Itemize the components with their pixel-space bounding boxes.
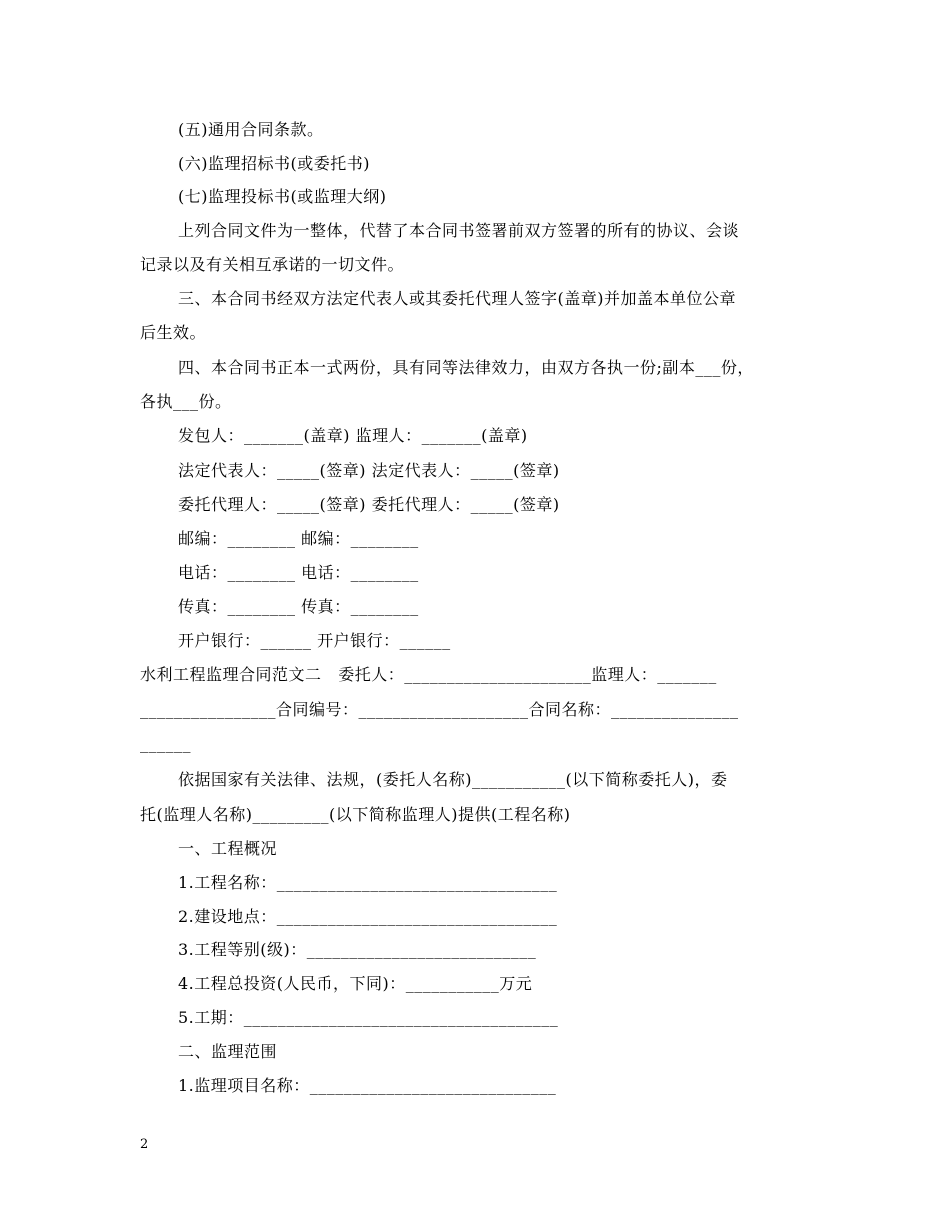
text-line: 1.监理项目名称：_____________________________ <box>178 1076 557 1095</box>
text-line: 各执___份。 <box>140 392 232 411</box>
text-line: 依据国家有关法律、法规，(委托人名称)___________(以下简称委托人)，委 <box>178 770 728 789</box>
text-line: 后生效。 <box>140 323 207 342</box>
text-line: 开户银行：______ 开户银行：______ <box>178 631 451 650</box>
page-number: 2 <box>140 1137 149 1152</box>
text-line: 四、本合同书正本一式两份，具有同等法律效力，由双方各执一份;副本___份， <box>178 358 754 377</box>
text-line: 上列合同文件为一整体，代替了本合同书签署前双方签署的所有的协议、会谈 <box>178 221 740 240</box>
text-line: 托(监理人名称)_________(以下简称监理人)提供(工程名称) <box>140 805 571 824</box>
text-line: (五)通用合同条款。 <box>178 120 324 139</box>
text-line: 一、工程概况 <box>178 839 278 858</box>
text-line: ______ <box>140 734 191 753</box>
text-line: 法定代表人：_____(签章) 法定代表人：_____(签章) <box>178 461 560 480</box>
text-line: 1.工程名称：_________________________________ <box>178 873 558 892</box>
text-line: 发包人：_______(盖章) 监理人：_______(盖章) <box>178 426 528 445</box>
text-line: 邮编：________ 邮编：________ <box>178 529 419 548</box>
text-line: 4.工程总投资(人民币，下同)：___________万元 <box>178 974 533 993</box>
text-line: 3.工程等别(级)：___________________________ <box>178 940 537 959</box>
text-line: 三、本合同书经双方法定代表人或其委托代理人签字(盖章)并加盖本单位公章 <box>178 289 736 308</box>
text-line: 水利工程监理合同范文二 委托人：______________________监理人：_______ <box>140 665 717 684</box>
text-line: (六)监理招标书(或委托书) <box>178 154 370 173</box>
text-line: 2.建设地点：_________________________________ <box>178 907 558 926</box>
text-line: 传真：________ 传真：________ <box>178 597 419 616</box>
text-line: 二、监理范围 <box>178 1042 278 1061</box>
text-line: 5.工期：_____________________________________ <box>178 1008 559 1027</box>
text-line: ________________合同编号：____________________合同名称：_______________ <box>140 700 739 719</box>
text-line: 委托代理人：_____(签章) 委托代理人：_____(签章) <box>178 495 560 514</box>
text-line: 记录以及有关相互承诺的一切文件。 <box>140 255 405 274</box>
text-line: (七)监理投标书(或监理大纲) <box>178 187 387 206</box>
text-line: 电话：________ 电话：________ <box>178 563 419 582</box>
